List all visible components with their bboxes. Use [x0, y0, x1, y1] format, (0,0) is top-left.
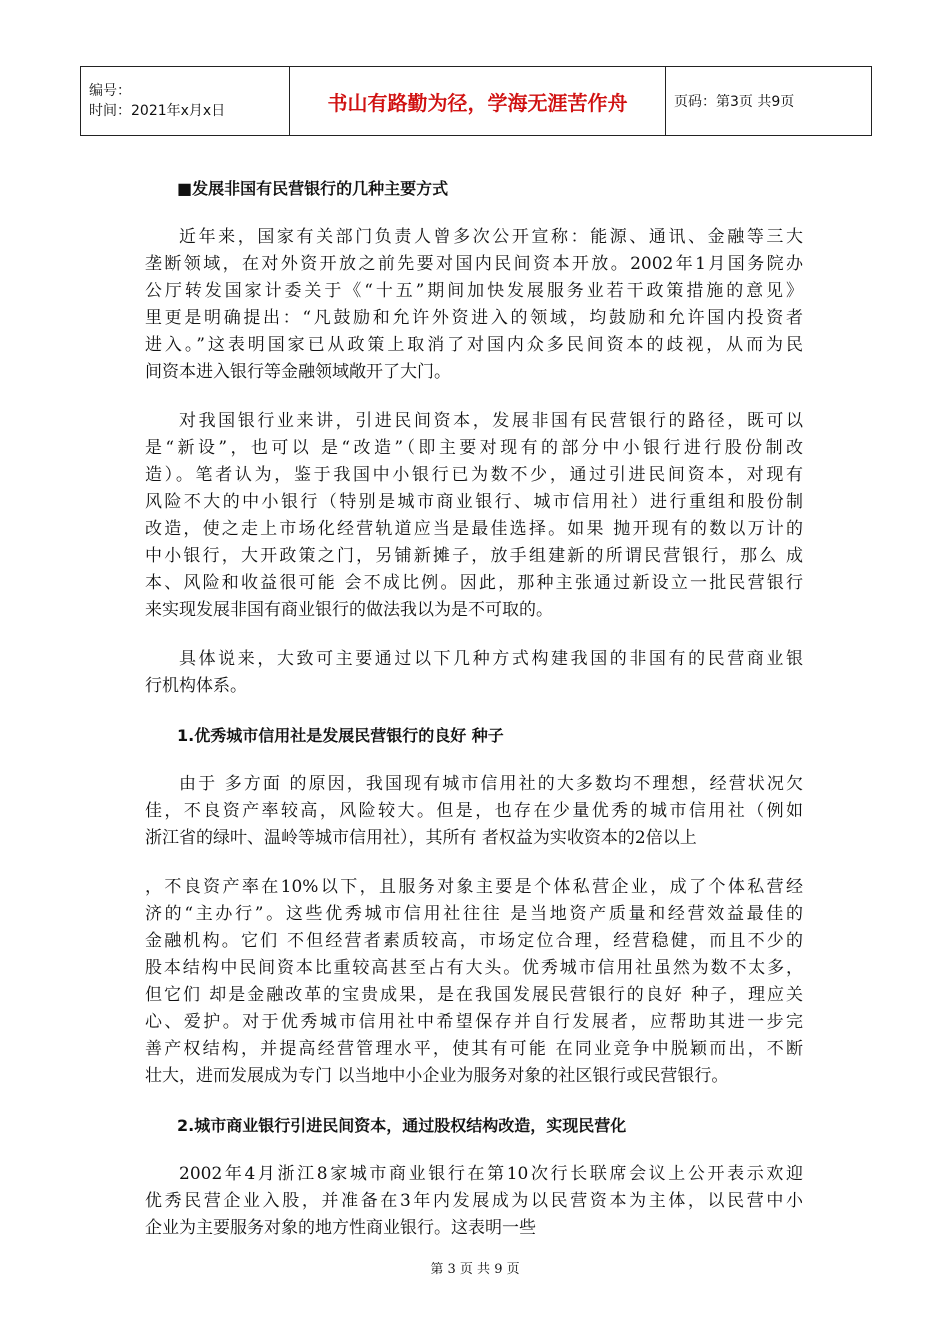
doc-number: 编号： [89, 83, 131, 99]
paragraph-line: ，不良资产率在10%以下，且服务对象主要是个体私营企业，成了个体私营经 [145, 877, 803, 897]
paragraph-2 [145, 408, 803, 624]
paragraph-line: 改造，使之走上市场化经营轨道应当是最佳选择。如果 抛开现有的数以万计的 [145, 519, 803, 539]
doc-time: 时间：2021年x月x日 [89, 103, 226, 119]
document-body [145, 175, 803, 1242]
header-motto: 书山有路勤为径，学海无涯苦作舟 [290, 67, 666, 136]
paragraph-line: 是“新设”，也可以 是“改造”（即主要对现有的部分中小银行进行股份制改 [145, 438, 803, 458]
paragraph-line: 里更是明确提出：“凡鼓励和允许外资进入的领域，均鼓励和允许国内投资者 [145, 308, 803, 328]
paragraph-line: 心、爱护。对于优秀城市信用社中希望保存并自行发展者，应帮助其进一步完 [145, 1012, 803, 1032]
paragraph-line: 股本结构中民间资本比重较高甚至占有大头。优秀城市信用社虽然为数不太多， [145, 958, 803, 978]
paragraph-line: 间资本进入银行等金融领域敞开了大门。 [145, 362, 451, 382]
header-meta [81, 67, 290, 136]
paragraph-line: 来实现发展非国有商业银行的做法我以为是不可取的。 [145, 600, 553, 620]
paragraph-line: 壮大，进而发展成为专门 以当地中小企业为服务对象的社区银行或民营银行。 [145, 1066, 729, 1086]
paragraph-line: 由于 多方面 的原因，我国现有城市信用社的大多数均不理想，经营状况欠 [179, 774, 803, 794]
header-table [80, 66, 872, 136]
subheading-1: 1.优秀城市信用社是发展民营银行的良好 种子 [177, 726, 504, 745]
paragraph-line: 进入。”这表明国家已从政策上取消了对国内众多民间资本的歧视，从而为民 [145, 335, 803, 355]
paragraph-line: 造）。笔者认为，鉴于我国中小银行已为数不少，通过引进民间资本，对现有 [145, 465, 803, 485]
paragraph-5 [145, 874, 803, 1090]
subheading-2: 2.城市商业银行引进民间资本，通过股权结构改造，实现民营化 [177, 1116, 627, 1135]
section-title: ■发展非国有民营银行的几种主要方式 [177, 179, 449, 198]
paragraph-line: 对我国银行业来讲，引进民间资本，发展非国有民营银行的路径，既可以 [179, 411, 803, 431]
paragraph-line: 公厅转发国家计委关于《“十五”期间加快发展服务业若干政策措施的意见》 [145, 281, 803, 301]
paragraph-line: 优秀民营企业入股，并准备在3年内发展成为以民营资本为主体，以民营中小 [145, 1191, 803, 1211]
paragraph-line: 金融机构。它们 不但经营者素质较高，市场定位合理，经营稳健，而且不少的 [145, 931, 803, 951]
paragraph-line: 但它们 却是金融改革的宝贵成果，是在我国发展民营银行的良好 种子，理应关 [145, 985, 803, 1005]
paragraph-3 [145, 646, 803, 700]
paragraph-line: 浙江省的绿叶、温岭等城市信用社），其所有 者权益为实收资本的2倍以上 [145, 828, 697, 848]
paragraph-line: 具体说来，大致可主要通过以下几种方式构建我国的非国有的民营商业银 [179, 649, 803, 669]
paragraph-line: 风险不大的中小银行（特别是城市商业银行、城市信用社）进行重组和股份制 [145, 492, 803, 512]
paragraph-line: 中小银行，大开政策之门，另铺新摊子，放手组建新的所谓民营银行，那么 成 [145, 546, 803, 566]
paragraph-line: 企业为主要服务对象的地方性商业银行。这表明一些 [145, 1218, 536, 1238]
paragraph-6 [145, 1161, 803, 1242]
paragraph-line: 垄断领域，在对外资开放之前先要对国内民间资本开放。2002年1月国务院办 [145, 254, 803, 274]
paragraph-1 [145, 224, 803, 386]
paragraph-line: 2002年4月浙江8家城市商业银行在第10次行长联席会议上公开表示欢迎 [179, 1164, 803, 1184]
paragraph-line: 佳，不良资产率较高，风险较大。但是，也存在少量优秀的城市信用社（例如 [145, 801, 803, 821]
page-footer: 第 3 页 共 9 页 [430, 1262, 520, 1277]
paragraph-line: 本、风险和收益很可能 会不成比例。因此，那种主张通过新设立一批民营银行 [145, 573, 803, 593]
paragraph-4 [145, 771, 803, 852]
header-page-info: 页码：第3页 共9页 [666, 67, 872, 136]
paragraph-line: 行机构体系。 [145, 676, 247, 696]
paragraph-line: 善产权结构，并提高经营管理水平，使其有可能 在同业竞争中脱颖而出，不断 [145, 1039, 803, 1059]
paragraph-line: 济的“主办行”。这些优秀城市信用社往往 是当地资产质量和经营效益最佳的 [145, 904, 803, 924]
paragraph-line: 近年来，国家有关部门负责人曾多次公开宣称：能源、通讯、金融等三大 [179, 227, 803, 247]
